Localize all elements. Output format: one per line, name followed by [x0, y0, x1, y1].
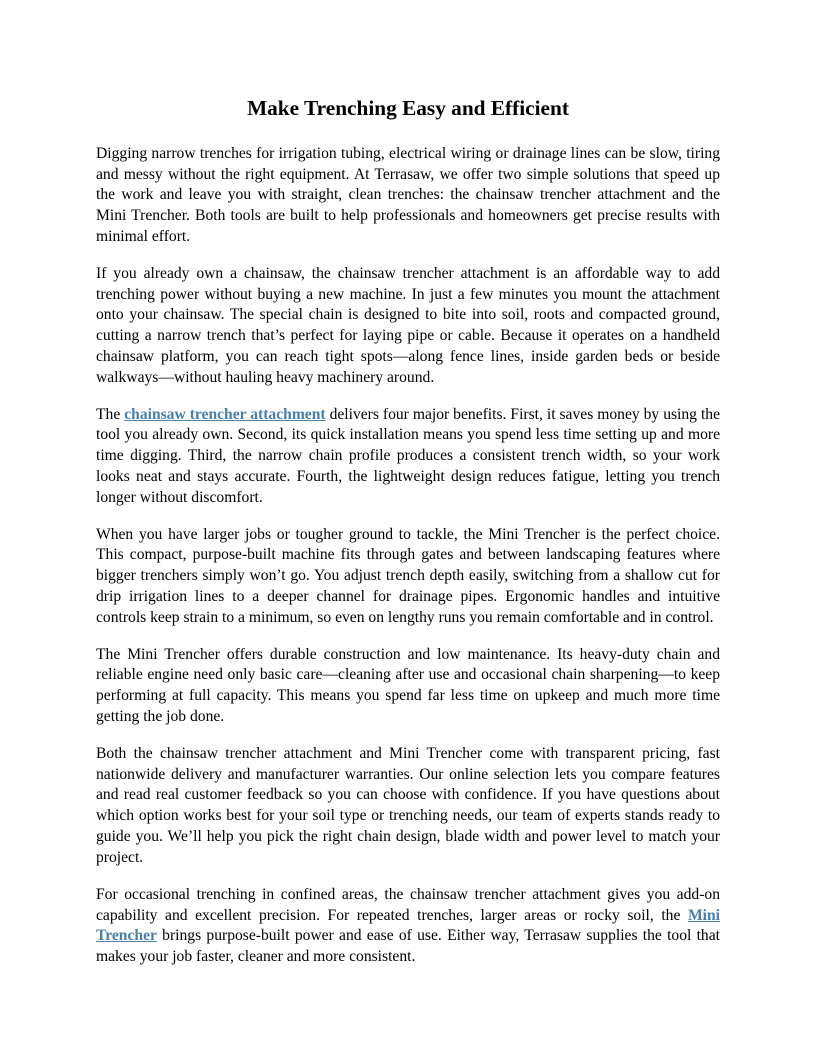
paragraph-conclusion-lead: For occasional trenching in confined areas, the chainsaw trencher attachment gives you add-on capability and excellent precision. For repeated trenches, larger areas or rocky soil, the	[96, 885, 720, 924]
chainsaw-trencher-attachment-link[interactable]: chainsaw trencher attachment	[124, 405, 326, 423]
paragraph-conclusion-rest: brings purpose-built power and ease of use. Either way, Terrasaw supplies the tool that makes your job faster, cleaner and more consistent.	[96, 927, 720, 965]
paragraph-pricing: Both the chainsaw trencher attachment and Mini Trencher come with transparent pricing, fast nationwide delivery and manufacturer warranties. Our online selection lets you compare features and read real customer feedback so you can choose with confidence. If you have questions about which option works best for your soil type or trenching needs, our team of experts stands ready to guide you. We’ll help you pick the right chain design, blade width and power level to match your project.	[96, 745, 720, 866]
paragraph-mini-trencher: When you have larger jobs or tougher ground to tackle, the Mini Trencher is the perfect choice. This compact, purpose-built machine fits through gates and between landscaping features where bigger trenchers simply won’t go. You adjust trench depth easily, switching from a shallow cut for drip irrigation lines to a deeper channel for drainage pipes. Ergonomic handles and intuitive controls keep strain to a minimum, so even on lengthy runs you remain comfortable and in control.	[96, 525, 720, 626]
paragraph-benefits-rest: delivers four major benefits. First, it saves money by using the tool you already own. Second, its quick installation means you spend less time setting up and more time digging. Third, the narrow chain profile produces a consistent trench width, so your work looks neat and stays accurate. Fourth, the lightweight design reduces fatigue, letting you trench longer without discomfort.	[96, 405, 720, 506]
paragraph-chainsaw-attachment: If you already own a chainsaw, the chainsaw trencher attachment is an affordable way to add trenching power without buying a new machine. In just a few minutes you mount the attachment onto your chainsaw. The special chain is designed to bite into soil, roots and compacted ground, cutting a narrow trench that’s perfect for laying pipe or cable. Because it operates on a handheld chainsaw platform, you can reach tight spots—along fence lines, inside garden beds or beside walkways—without hauling heavy machinery around.	[96, 265, 720, 386]
paragraph-maintenance: The Mini Trencher offers durable construction and low maintenance. Its heavy-duty chain and reliable engine need only basic care—cleaning after use and occasional chain sharpening—to keep performing at full capacity. This means you spend far less time on upkeep and much more time getting the job done.	[96, 645, 720, 725]
page-title: Make Trenching Easy and Efficient	[247, 96, 569, 120]
paragraph-intro: Digging narrow trenches for irrigation tubing, electrical wiring or drainage lines can be slow, tiring and messy without the right equipment. At Terrasaw, we offer two simple solutions that speed up the work and leave you with straight, clean trenches: the chainsaw trencher attachment and the Mini Trencher. Both tools are built to help professionals and homeowners get precise results with minimal effort.	[96, 145, 720, 245]
paragraph-benefits-lead: The	[96, 405, 125, 423]
document-page	[96, 92, 720, 984]
paragraph-conclusion	[96, 885, 720, 968]
paragraph-benefits	[96, 405, 720, 509]
mini-trencher-link[interactable]: Mini Trencher	[96, 906, 720, 945]
